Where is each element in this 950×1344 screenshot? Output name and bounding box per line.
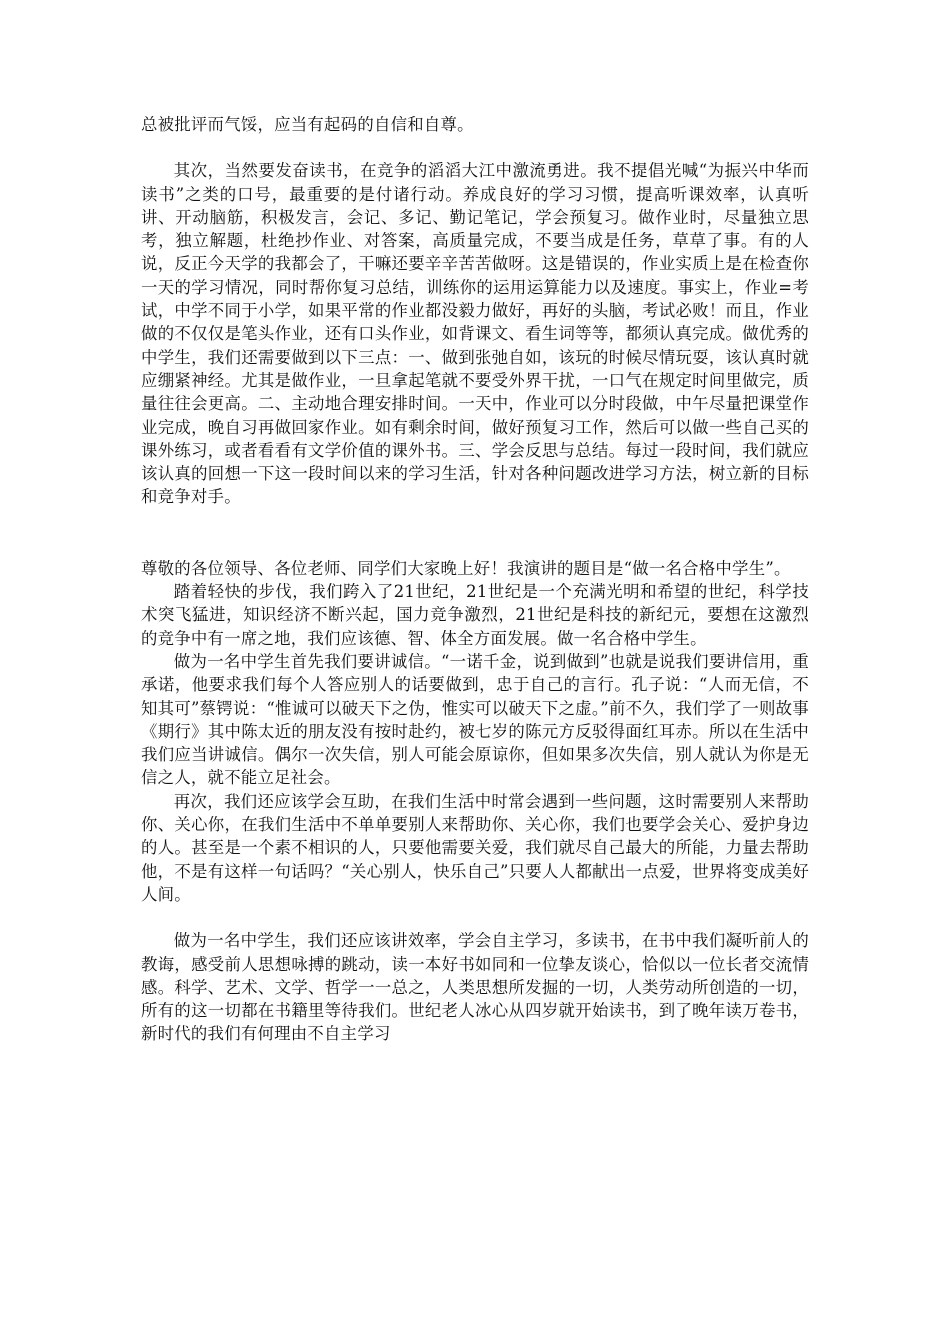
paragraph-integrity: 做为一名中学生首先我们要讲诚信。“一诺千金，说到做到”也就是说我们要讲信用，重承诺，他要求我们每个人答应别人的话要做到，忠于自己的言行。孔子说：“人而无信，不知其可”蔡锷说：“惟诚可以破天下之伪，惟实可以破天下之虚。”前不久，我们学了一则故事《期行》其中陈太近的朋友没有按时赴约，被七岁的陈元方反驳得面红耳赤。所以在生活中我们应当讲诚信。偶尔一次失信，别人可能会原谅你，但如果多次失信，别人就认为你是无信之人，就不能立足社会。 — [141, 651, 809, 788]
speech-greeting: 尊敬的各位领导、各位老师、同学们大家晚上好！我演讲的题目是“做一名合格中学生”。 — [141, 558, 791, 578]
paragraph-spacer — [141, 136, 809, 159]
paragraph-21st-century: 踏着轻快的步伐，我们跨入了21世纪，21世纪是一个充满光明和希望的世纪，科学技术突飞猛进，知识经济不断兴起，国力竞争激烈，21世纪是科技的新纪元，要想在这激烈的竞争中有一席之地，我们应该德、智、体全方面发展。做一名合格中学生。 — [141, 582, 809, 648]
paragraph-efficiency: 做为一名中学生，我们还应该讲效率，学会自主学习，多读书，在书中我们凝听前人的教诲，感受前人思想咏搏的跳动，读一本好书如同和一位挚友谈心，恰似以一位长者交流情感。科学、艺术、文学、哲学一一总之，人类思想所发掘的一切，人类劳动所创造的一切，所有的这一切都在书籍里等待我们。世纪老人冰心从四岁就开始读书，到了晚年读万卷书，新时代的我们有何理由不自主学习 — [141, 931, 809, 1044]
paragraph-spacer — [141, 906, 809, 929]
section-spacer — [141, 509, 809, 557]
paragraph-continuation: 总被批评而气馁，应当有起码的自信和自尊。 — [141, 115, 474, 134]
document-page — [141, 113, 809, 1046]
paragraph-mutual-help: 再次，我们还应该学会互助，在我们生活中时常会遇到一些问题，这时需要别人来帮助你、关心你，在我们生活中不单单要别人来帮助你、关心你，我们也要学会关心、爱护身边的人。甚至是一个素不相识的人，只要他需要关爱，我们就尽自己最大的所能，力量去帮助他，不是有这样一句话吗？“关心别人，快乐自己”只要人人都献出一点爱，世界将变成美好人间。 — [141, 791, 809, 904]
paragraph-study-habits: 其次，当然要发奋读书，在竞争的滔滔大江中激流勇进。我不提倡光喊“为振兴中华而读书”之类的口号，最重要的是付诸行动。养成良好的学习习惯，提高听课效率，认真听讲、开动脑筋，积极发言，会记、多记、勤记笔记，学会预复习。做作业时，尽量独立思考，独立解题，杜绝抄作业、对答案，高质量完成，不要当成是任务，草草了事。有的人说，反正今天学的我都会了，干嘛还要辛辛苦苦做呀。这是错误的，作业实质上是在检查你一天的学习情况，同时帮你复习总结，训练你的运用运算能力以及速度。事实上，作业=考试，中学不同于小学，如果平常的作业都没毅力做好，再好的头脑，考试必败！而且，作业做的不仅仅是笔头作业，还有口头作业，如背课文、看生词等等，都须认真完成。做优秀的中学生，我们还需要做到以下三点：一、做到张弛自如，该玩的时候尽情玩耍，该认真时就应绷紧神经。尤其是做作业，一旦拿起笔就不要受外界干扰，一口气在规定时间里做完，质量往往会更高。二、主动地合理安排时间。一天中，作业可以分时段做，中午尽量把课堂作业完成，晚自习再做回家作业。如有剩余时间，做好预复习工作，然后可以做一些自己买的课外练习，或者看看有文学价值的课外书。三、学会反思与总结。每过一段时间，我们就应该认真的回想一下这一段时间以来的学习生活，针对各种问题改进学习方法，树立新的目标和竞争对手。 — [141, 161, 809, 507]
